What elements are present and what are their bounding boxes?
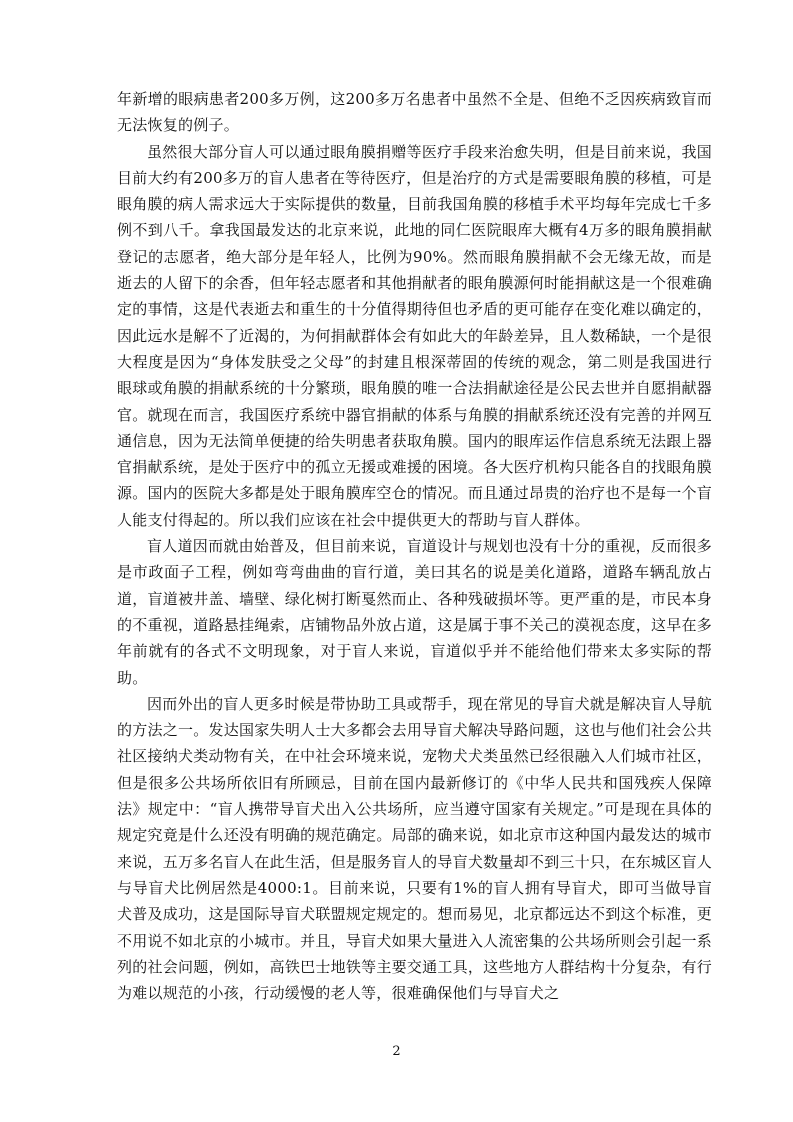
page-body: [117, 86, 712, 1006]
page-number: 2: [392, 1044, 401, 1059]
paragraph-tactile-paving: 盲人道因而就由始普及，但目前来说，盲道设计与规划也没有十分的重视，反而很多是市政面子工程，例如弯弯曲曲的盲行道，美曰其名的说是美化道路，道路车辆乱放占道，盲道被井盖、墙壁、绿化树打断戛然而止、各种残破损坏等。更严重的是，市民本身的不重视，道路悬挂绳索，店铺物品外放占道，这是属于事不关己的漠视态度，这早在多年前就有的各式不文明现象，对于盲人来说，盲道似乎并不能给他们带来太多实际的帮助。: [117, 537, 712, 687]
paragraph-guide-dogs: 因而外出的盲人更多时候是带协助工具或帮手，现在常见的导盲犬就是解决盲人导航的方法之一。发达国家失明人士大多都会去用导盲犬解决导路问题，这也与他们社会公共社区接纳犬类动物有关，在中社会环境来说，宠物犬犬类虽然已经很融入人们城市社区，但是很多公共场所依旧有所顾忌，目前在国内最新修订的《中华人民共和国残疾人保障法》规定中：“盲人携带导盲犬出入公共场所，应当遵守国家有关规定。”可是现在具体的规定究竟是什么还没有明确的规范确定。局部的确来说，如北京市这种国内最发达的城市来说，五万多名盲人在此生活，但是服务盲人的导盲犬数量却不到三十只，在东城区盲人与导盲犬比例居然是4000:1。目前来说，只要有1%的盲人拥有导盲犬，即可当做导盲犬普及成功，这是国际导盲犬联盟规定规定的。想而易见，北京都远达不到这个标准，更不用说不如北京的小城市。并且，导盲犬如果大量进入人流密集的公共场所则会引起一系列的社会问题，例如，高铁巴士地铁等主要交通工具，这些地方人群结构十分复杂，有行为难以规范的小孩，行动缓慢的老人等，很难确保他们与导盲犬之: [117, 694, 712, 1003]
paragraph-continued: 年新增的眼病患者200多万例，这200多万名患者中虽然不全是、但绝不乏因疾病致盲而无法恢复的例子。: [117, 90, 712, 135]
paragraph-cornea-donation: 虽然很大部分盲人可以通过眼角膜捐赠等医疗手段来治愈失明，但是目前来说，我国目前大约有200多万的盲人患者在等待医疗，但是治疗的方式是需要眼角膜的移植，可是眼角膜的病人需求远大于实际提供的数量，目前我国角膜的移植手术平均每年完成七千多例不到八千。拿我国最发达的北京来说，此地的同仁医院眼库大概有4万多的眼角膜捐献登记的志愿者，绝大部分是年轻人，比例为90%。然而眼角膜捐献不会无缘无故，而是逝去的人留下的余香，但年轻志愿者和其他捐献者的眼角膜源何时能捐献这是一个很难确定的事情，这是代表逝去和重生的十分值得期待但也矛盾的更可能存在变化难以确定的，因此远水是解不了近渴的，为何捐献群体会有如此大的年龄差异，且人数稀缺，一个是很大程度是因为“身体发肤受之父母”的封建且根深蒂固的传统的观念，第二则是我国进行眼球或角膜的捐献系统的十分繁琐，眼角膜的唯一合法捐献途径是公民去世并自愿捐献器官。就现在而言，我国医疗系统中器官捐献的体系与角膜的捐献系统还没有完善的并网互通信息，因为无法简单便捷的给失明患者获取角膜。国内的眼库运作信息系统无法跟上器官捐献系统，是处于医疗中的孤立无援或难援的困境。各大医疗机构只能各自的找眼角膜源。国内的医院大多都是处于眼角膜库空仓的情况。而且通过昂贵的治疗也不是每一个盲人能支付得起的。所以我们应该在社会中提供更大的帮助与盲人群体。: [117, 142, 712, 529]
